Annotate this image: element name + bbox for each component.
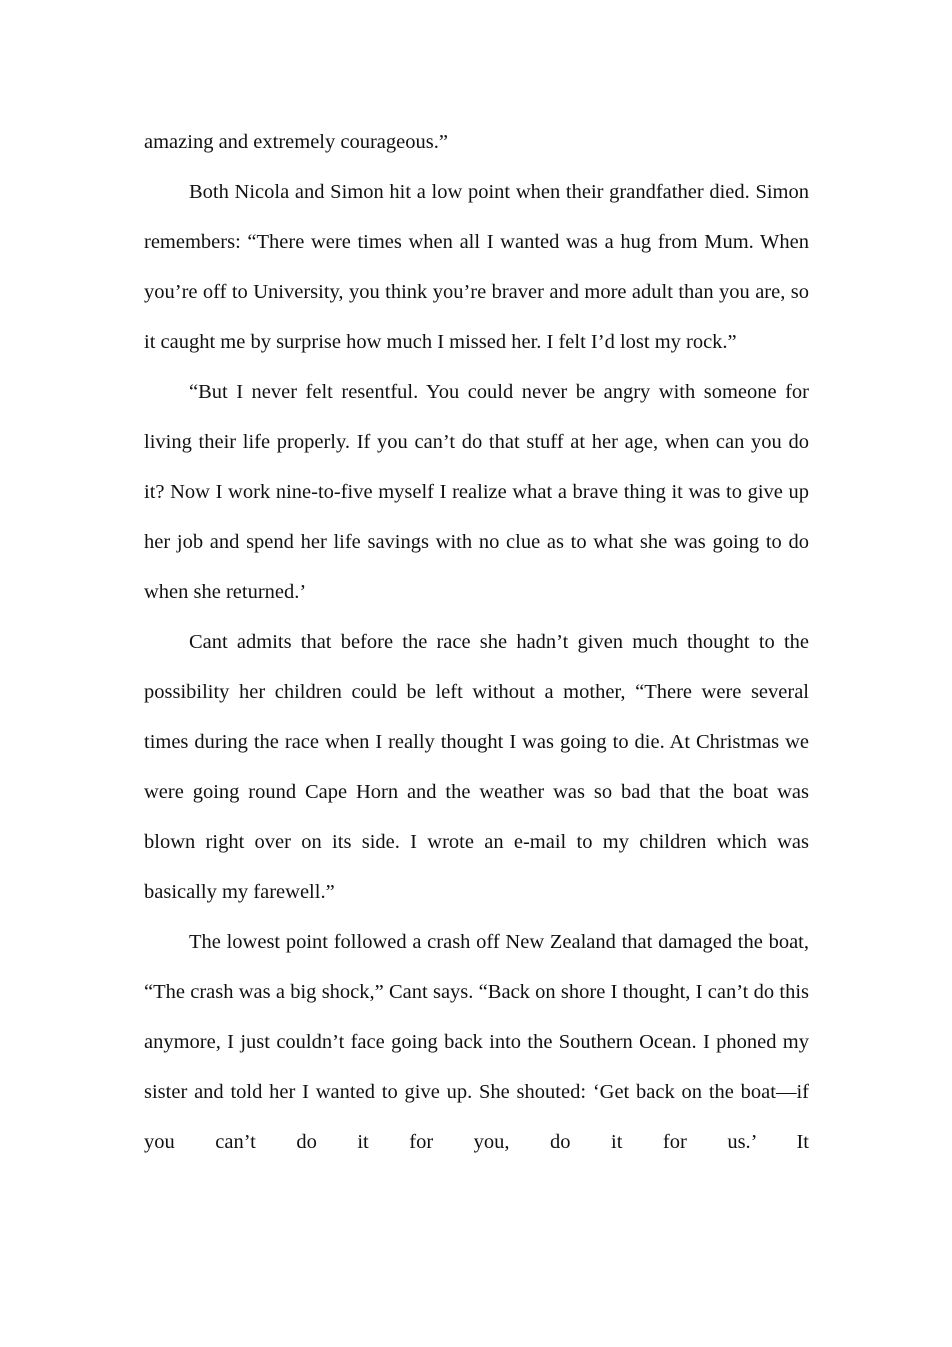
paragraph: Cant admits that before the race she hadn’t given much thought to the possibility her children could be left without a mother, “There were several times during the race when I really thought I was going to die. At Christmas we were going round Cape Horn and the weather was so bad that the boat was blown right over on its side. I wrote an e-mail to my children which was basically my farewell.” [144,631,809,903]
paragraph: Both Nicola and Simon hit a low point when their grandfather died. Simon remembers: “There were times when all I wanted was a hug from Mum. When you’re off to University, you think you’re braver and more adult than you are, so it caught me by surprise how much I missed her. I felt I’d lost my rock.” [144,181,809,353]
paragraph-continuation: amazing and extremely courageous.” [144,131,448,153]
paragraph: The lowest point followed a crash off New Zealand that damaged the boat, “The crash was a big shock,” Cant says. “Back on shore I thought, I can’t do this anymore, I just couldn’t face going back into the Southern Ocean. I phoned my sister and told her I wanted to give up. She shouted: ‘Get back on the boat—if you can’t do it for you, do it for us.’ It [144,931,809,1153]
document-body [144,117,809,1167]
paragraph: “But I never felt resentful. You could never be angry with someone for living their life properly. If you can’t do that stuff at her age, when can you do it? Now I work nine-to-five myself I realize what a brave thing it was to give up her job and spend her life savings with no clue as to what she was going to do when she returned.’ [144,381,809,603]
